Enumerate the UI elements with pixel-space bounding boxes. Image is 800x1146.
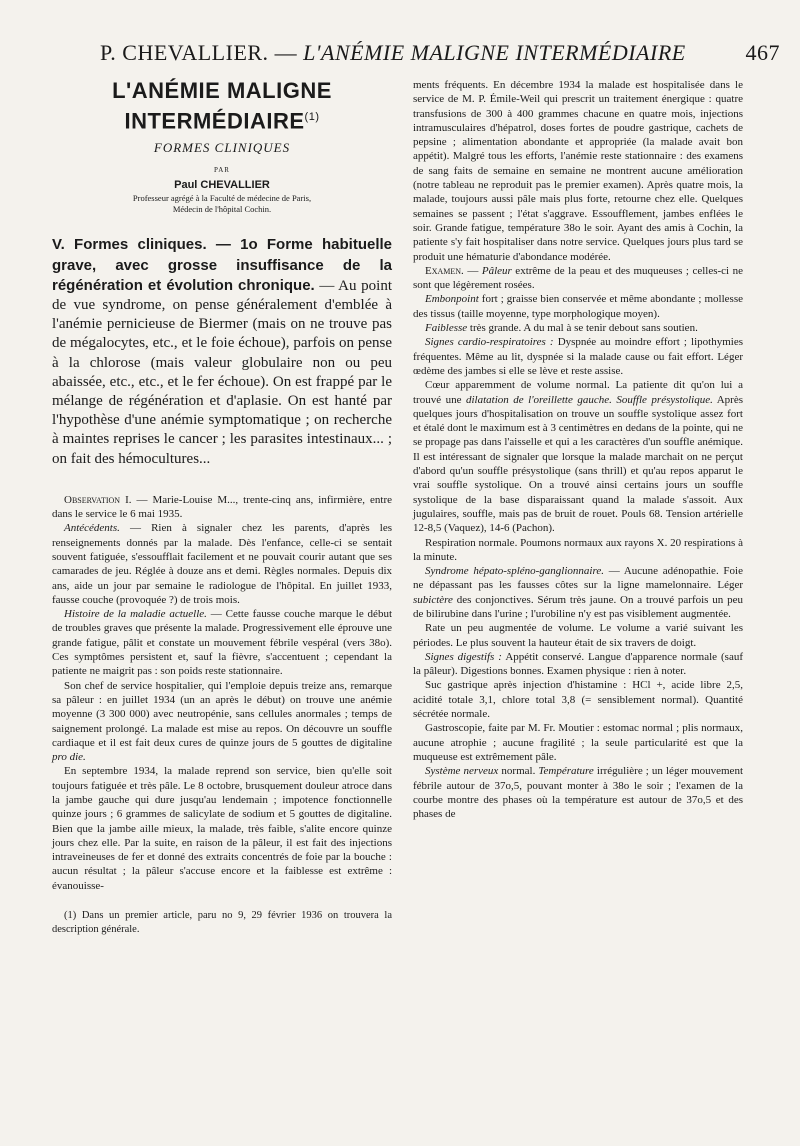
footnote: (1) Dans un premier article, paru no 9, 29 février 1936 on trouvera la description générale. — [52, 910, 392, 936]
syndrome-paragraph: Syndrome hépato-spléno-ganglionnaire. — Aucune adénopathie. Foie ne dépassant pas les fausses côtes sur la ligne mamelonnaire. Léger subictère des conjonctives. Sérum très jaune. On a trouvé parfois un peu de bilirubine dans l'urine ; l'urobiline n'y est pas visiblement augmentée. — [413, 565, 743, 620]
observation-block — [52, 493, 392, 893]
rate-paragraph: Rate un peu augmentée de volume. Le volume a varié suivant les périodes. Le plus souvent la hauteur était de six travers de doigt. — [413, 622, 743, 649]
author-name: Paul CHEVALLIER — [174, 179, 270, 192]
gastroscopie-paragraph: Gastroscopie, faite par M. Fr. Moutier : estomac normal ; plis normaux, aucune atrophie ; aucune fragilité ; la seule particularité est que la muqueuse est extrêmement pâle. — [413, 722, 743, 763]
running-header — [100, 40, 780, 68]
respiration-paragraph: Respiration normale. Poumons normaux aux rayons X. 20 respirations à la minute. — [413, 536, 743, 563]
intro-paragraph — [52, 235, 392, 468]
footnote-ref: (1) — [304, 111, 320, 123]
chef-service-paragraph: Son chef de service hospitalier, qui l'emploie depuis treize ans, remarque sa pâleur : en juillet 1934 (un an après le début) on trouve une anémie moyenne (3 300 000) avec neutropénie, sans cellules anormales ; temps de saignement prolongé. La malade est mise au repos. On découvre un souffle cardiaque et il est fait deux cures de quinze jours de 5 gouttes de digitaline pro die. — [52, 679, 392, 764]
page-number: 467 — [745, 40, 780, 65]
left-column — [52, 78, 392, 937]
examen-paragraph: Examen. — Pâleur extrême de la peau et des muqueuses ; celles-ci ne sont que légèrement rosées. — [413, 264, 743, 292]
cardio-paragraph: Signes cardio-respiratoires : Dyspnée au moindre effort ; lipothymies fréquentes. Même au lit, dyspnée si la malade cause ou fait effort. Léger œdème des jambes si elle se lève et reste assise. — [413, 336, 743, 377]
hospitalisation-paragraph: ments fréquents. En décembre 1934 la malade est hospitalisée dans le service de M. P. Émile-Weil qui prescrit un traitement énergique : quatre transfusions de 300 à 400 grammes chacune en quatre mois, injections intramusculaires d'hépatrol, doses fortes de poudre gastrique, cachets de pepsine ; alimentation abondante et appropriée (la malade avait bon appétit). Malgré tous les efforts, l'anémie reste stationnaire : des examens de sang faits de semaine en semaine ne montrent aucune amélioration (notre tableau ne reproduit pas le premier examen). Après quatre mois, la malade, toujours aussi pâle mais plus forte, retourne chez elle. Quelques semaines se passent ; l'état s'aggrave. Essoufflement, jambes enflées le soir. Grande fatigue, température 38o le soir. Ayant des amis à Cochin, la patiente s'y fait hospitaliser dans notre service. Quelques jours plus tard se produit une hématurie d'abondance modérée. — [413, 79, 743, 263]
intro-text: — Au point de vue syndrome, on pense généralement d'emblée à l'anémie pernicieuse de Biermer (mais on ne trouve pas de mégalocytes, etc., et le foie échoue), parfois on pense à la chlorose (mais valeur globulaire non ou peu abaissée, etc., etc., et le fer échoue). On est frappé par le mélange de régénération et d'aplasie. On est hanté par l'hypothèse d'une anémie symptomatique ; on recherche à maintes reprises le cancer ; les parasites intestinaux... ; on fait des hémocultures... — [52, 277, 392, 467]
digestifs-paragraph: Signes digestifs : Appétit conservé. Langue d'apparence normale (sauf la pâleur). Digestions bonnes. Examen physique : rien à noter. — [413, 650, 743, 678]
article-title-line1: L'ANÉMIE MALIGNE — [112, 78, 332, 103]
article-subtitle: FORMES CLINIQUES — [153, 140, 291, 156]
article-title — [52, 78, 392, 134]
histoire-paragraph: Histoire de la maladie actuelle. — Cette fausse couche marque le début de troubles graves que présente la malade. Progressivement elle éprouve une grande fatigue, pâlit et constate un mouvement fébrile vespéral (vers 38o). Ces symptômes persistent et, sauf la fièvre, s'accentuent ; cependant la patiente ne maigrit pas : son poids reste stationnaire. — [52, 608, 392, 678]
header-author: P. CHEVALLIER. — [100, 40, 269, 65]
header-title: L'ANÉMIE MALIGNE INTERMÉDIAIRE — [303, 40, 686, 65]
observation-intro: Observation I. — Marie-Louise M..., trente-cinq ans, infirmière, entre dans le service le 6 mai 1935. — [52, 493, 392, 521]
faiblesse-paragraph: Faiblesse très grande. A du mal à se tenir debout sans soutien. — [425, 322, 698, 335]
byline-par: PAR — [214, 166, 230, 175]
author-affiliation: Professeur agrégé à la Faculté de médecine de Paris, Médecin de l'hôpital Cochin. — [132, 193, 312, 215]
septembre-paragraph: En septembre 1934, la malade reprend son service, bien qu'elle soit toujours fatiguée et très pâle. Le 8 octobre, brusquement douleur atroce dans la jambe gauche qui dure jusqu'au lendemain ; impotence fonctionnelle quinze jours ; 6 grammes de salicylate de sodium et 5 gouttes de digitaline. Bien que la jambe aille mieux, la malade, très faible, s'alite encore quinze jours chez elle. Par la suite, en raison de la pâleur, il est fait des injections intraveineuses de fer et donné des extraits concentrés de foie par la bouche : aucun résultat ; la pâleur s'accuse encore et la faiblesse est extrême : évanouisse- — [52, 765, 392, 892]
right-column — [413, 78, 743, 821]
coeur-paragraph: Cœur apparemment de volume normal. La patiente dit qu'on lui a trouvé une dilatation de l'oreillette gauche. Souffle présystolique. Après quelques jours d'hospitalisation on trouve un souffle systolique assez fort et étalé dont le maximum est à 3 centimètres en dedans de la pointe, qui ne se propage pas dans l'aisselle et qui a les caractères d'un souffle anémique. Il est intéressant de signaler que lorsque la malade marchait on ne perçut d'abord qu'un souffle présystolique (sans thrill) et qu'au repos apparut le vrai souffle systolique. On a trouvé ainsi certains jours un souffle systolique de la base disparaissant quand la malade s'assoit. Aux jugulaires, souffle, mais pas de bruit de rouet. Pouls 68. Tension artérielle 12-8,5 (Vaquez), 14-6 (Pachon). — [413, 379, 743, 535]
suc-gastrique-paragraph: Suc gastrique après injection d'histamine : HCl +, acide libre 2,5, acidité totale 3,1, chlore total 3,8 (= sensiblement normal). Quantité sécrétée normale. — [413, 679, 743, 721]
header-dash: — — [274, 40, 298, 65]
antecedents-paragraph: Antécédents. — Rien à signaler chez les parents, d'après les renseignements donnés par la malade. Dès l'enfance, celle-ci se sentait souvent fatiguée, s'essoufflait facilement et ne pouvait courir autant que ses camarades de jeu. Réglée à douze ans et demi. Règles normales. Depuis dix ans, aide un jour par semaine le radiologue de l'hôpital. En juillet 1933, fausse couche (provoquée ?) de trois mois. — [52, 522, 392, 606]
embonpoint-paragraph: Embonpoint fort ; graisse bien conservée et même abondante ; mollesse des tissus (taille moyenne, type morphologique moyen). — [413, 293, 743, 320]
systeme-nerveux-paragraph: Système nerveux normal. Température irrégulière ; un léger mouvement fébrile autour de 37o,5, pouvant monter à 38o le soir ; l'examen de la courbe montre des phases où la température est autour de 37o,5 et des phases de — [413, 765, 743, 821]
section-heading: V. Formes cliniques. — 1o Forme habituelle grave, avec grosse insuffisance de la régénération et évolution chronique. — [52, 236, 392, 294]
article-title-line2: INTERMÉDIAIRE — [124, 108, 305, 134]
